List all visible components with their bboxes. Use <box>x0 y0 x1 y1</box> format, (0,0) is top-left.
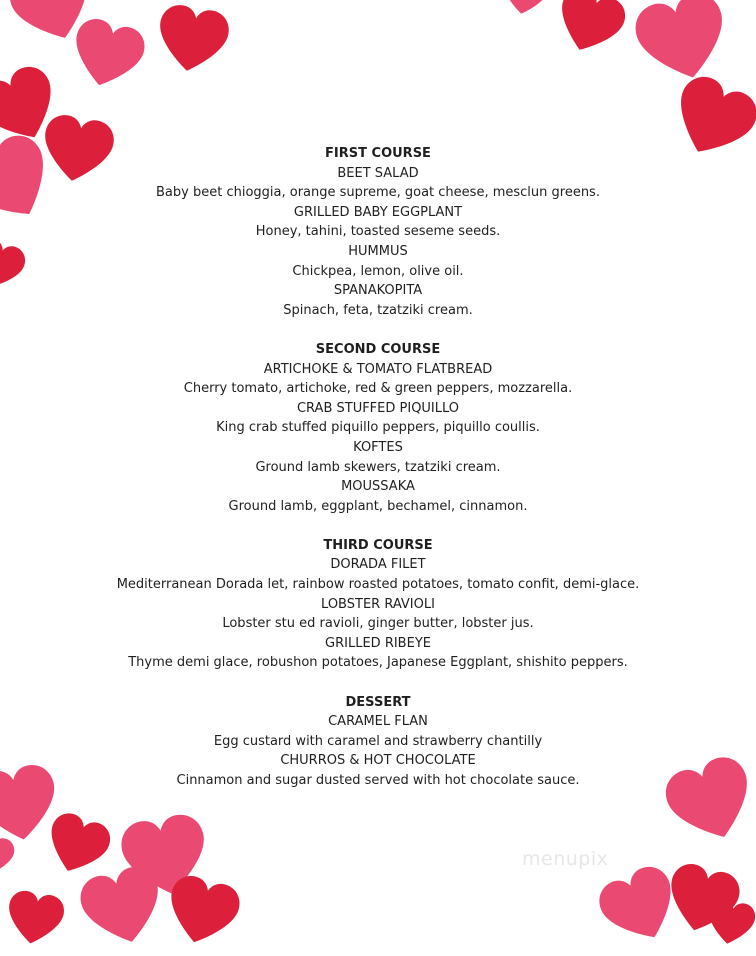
dish-name: MOUSSAKA <box>341 479 415 495</box>
dish-name: ARTICHOKE & TOMATO FLATBREAD <box>263 361 493 377</box>
dish-name: CARAMEL FLAN <box>328 714 428 730</box>
heart-icon <box>496 0 553 19</box>
section-title: SECOND COURSE <box>315 341 441 357</box>
menu-section-second-course <box>0 340 756 516</box>
heart-icon <box>62 11 152 96</box>
heart-icon <box>157 868 247 953</box>
dish-description: Lobster stu ed ravioli, ginger butter, lobster jus. <box>222 616 534 632</box>
heart-icon <box>150 0 236 79</box>
dish-description: Honey, tahini, toasted seseme seeds. <box>255 224 501 240</box>
menu-section-first-course <box>0 144 756 320</box>
section-title: DESSERT <box>345 694 411 710</box>
dish-description: Ground lamb skewers, tzatziki cream. <box>255 459 501 475</box>
dish-name: HUMMUS <box>348 243 408 259</box>
heart-icon <box>1 886 69 950</box>
heart-icon <box>625 0 739 92</box>
menu-section-dessert <box>0 693 756 791</box>
dish-description: Chickpea, lemon, olive oil. <box>292 263 464 279</box>
menupix-watermark: menupix <box>522 848 609 870</box>
dish-name: CRAB STUFFED PIQUILLO <box>296 400 460 416</box>
dish-description: Egg custard with caramel and strawberry chantilly <box>213 733 543 749</box>
heart-icon <box>0 831 18 879</box>
heart-icon <box>702 896 756 949</box>
dish-description: King crab stuffed piquillo peppers, piquillo coullis. <box>216 420 540 436</box>
heart-icon <box>546 0 633 63</box>
dish-description: Spinach, feta, tzatziki cream. <box>283 302 473 318</box>
dish-description: Mediterranean Dorada let, rainbow roasted potatoes, tomato confit, demi-glace. <box>116 577 640 593</box>
dish-description: Ground lamb, eggplant, bechamel, cinnamon. <box>228 498 528 514</box>
dish-name: CHURROS & HOT CHOCOLATE <box>280 753 476 769</box>
menu-section-third-course <box>0 536 756 673</box>
dish-name: LOBSTER RAVIOLI <box>321 596 435 612</box>
dish-name: GRILLED RIBEYE <box>325 635 431 651</box>
dish-name: KOFTES <box>353 439 403 455</box>
dish-name: BEET SALAD <box>337 165 419 181</box>
dish-name: GRILLED BABY EGGPLANT <box>293 204 463 220</box>
menu-body <box>0 144 756 810</box>
dish-description: Cherry tomato, artichoke, red & green peppers, mozzarella. <box>183 381 573 397</box>
dish-name: SPANAKOPITA <box>333 283 423 299</box>
section-title: FIRST COURSE <box>325 146 431 161</box>
dish-name: DORADA FILET <box>330 557 426 573</box>
section-title: THIRD COURSE <box>323 537 433 553</box>
dish-description: Thyme demi glace, robushon potatoes, Japanese Eggplant, shishito peppers. <box>128 655 628 671</box>
dish-description: Baby beet chioggia, orange supreme, goat cheese, mesclun greens. <box>156 185 600 201</box>
dish-description: Cinnamon and sugar dusted served with hot chocolate sauce. <box>176 773 580 788</box>
